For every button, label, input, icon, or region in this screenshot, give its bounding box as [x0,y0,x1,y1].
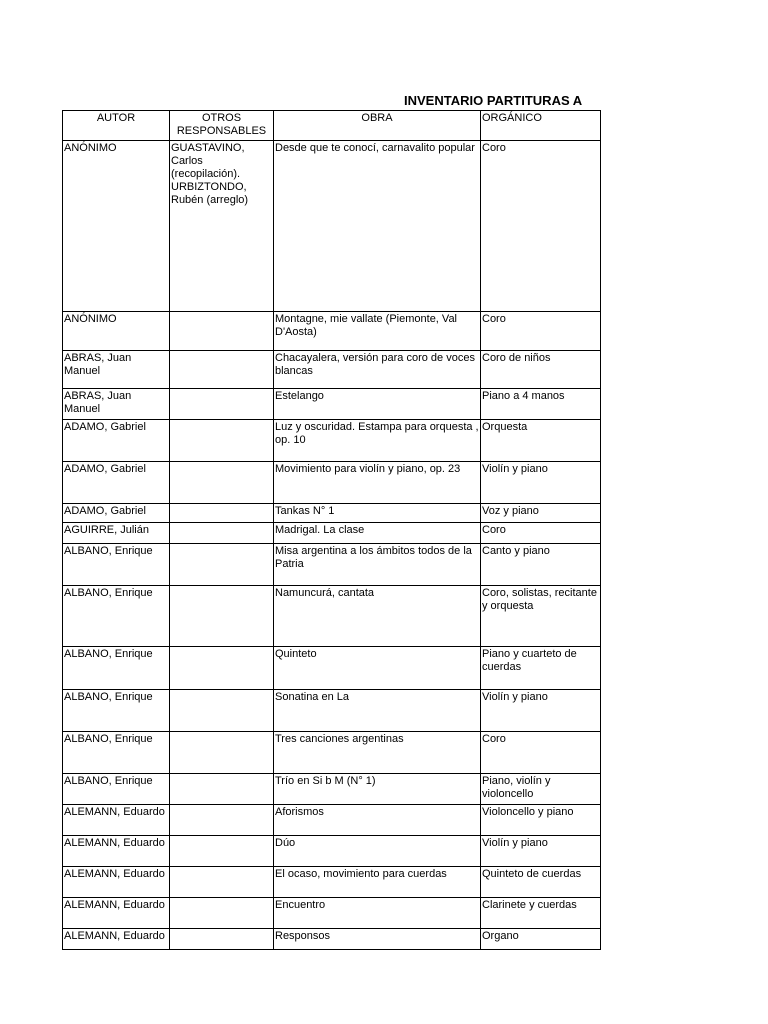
cell-organico: Violín y piano [481,836,601,867]
table-row [63,389,601,420]
cell-organico: Coro [481,523,601,544]
table-row [63,867,601,898]
table-row [63,523,601,544]
table-row [63,929,601,950]
cell-otros-responsables [170,523,274,544]
table-row [63,141,601,312]
table-row [63,420,601,462]
cell-obra: El ocaso, movimiento para cuerdas [274,867,481,898]
cell-autor: AGUIRRE, Julián [63,523,170,544]
table-row [63,732,601,774]
cell-organico: Quinteto de cuerdas [481,867,601,898]
cell-autor: ALBANO, Enrique [63,732,170,774]
cell-organico: Violín y piano [481,462,601,504]
header-otros-responsables: OTROS RESPONSABLES [170,111,274,141]
cell-obra: Madrigal. La clase [274,523,481,544]
cell-otros-responsables [170,647,274,690]
cell-otros-responsables [170,462,274,504]
cell-otros-responsables [170,420,274,462]
cell-obra: Trío en Si b M (N° 1) [274,774,481,805]
table-row [63,312,601,351]
cell-otros-responsables [170,351,274,389]
cell-organico: Clarinete y cuerdas [481,898,601,929]
inventory-table [62,110,601,950]
table-row [63,544,601,586]
cell-obra: Encuentro [274,898,481,929]
cell-organico: Coro [481,312,601,351]
header-row [63,111,601,141]
cell-autor: ALEMANN, Eduardo [63,898,170,929]
table-row [63,586,601,647]
table-row [63,805,601,836]
cell-obra: Tankas N° 1 [274,504,481,523]
cell-autor: ADAMO, Gabriel [63,504,170,523]
cell-organico: Organo [481,929,601,950]
cell-obra: Sonatina en La [274,690,481,732]
table-row [63,836,601,867]
cell-obra: Movimiento para violín y piano, op. 23 [274,462,481,504]
cell-autor: ALEMANN, Eduardo [63,867,170,898]
cell-otros-responsables: GUASTAVINO, Carlos (recopilación). URBIZTONDO, Rubén (arreglo) [170,141,274,312]
cell-autor: ALBANO, Enrique [63,544,170,586]
cell-organico: Violoncello y piano [481,805,601,836]
cell-organico: Coro [481,732,601,774]
header-organico: ORGÁNICO [481,111,601,141]
cell-autor: ALBANO, Enrique [63,586,170,647]
cell-otros-responsables [170,836,274,867]
cell-obra: Aforismos [274,805,481,836]
cell-otros-responsables [170,312,274,351]
cell-obra: Namuncurá, cantata [274,586,481,647]
cell-organico: Piano a 4 manos [481,389,601,420]
sheet-title: INVENTARIO PARTITURAS A [404,93,583,108]
cell-autor: ALEMANN, Eduardo [63,805,170,836]
cell-autor: ABRAS, Juan Manuel [63,389,170,420]
cell-autor: ANÓNIMO [63,312,170,351]
table-row [63,898,601,929]
cell-otros-responsables [170,867,274,898]
cell-obra: Dúo [274,836,481,867]
cell-autor: ADAMO, Gabriel [63,420,170,462]
cell-organico: Coro [481,141,601,312]
cell-autor: ADAMO, Gabriel [63,462,170,504]
table-row [63,690,601,732]
cell-autor: ALBANO, Enrique [63,690,170,732]
cell-otros-responsables [170,504,274,523]
table-row [63,504,601,523]
cell-obra: Responsos [274,929,481,950]
cell-organico: Coro, solistas, recitante y orquesta [481,586,601,647]
cell-obra: Tres canciones argentinas [274,732,481,774]
table-row [63,774,601,805]
cell-otros-responsables [170,805,274,836]
table-row [63,647,601,690]
header-obra: OBRA [274,111,481,141]
cell-autor: ABRAS, Juan Manuel [63,351,170,389]
cell-obra: Luz y oscuridad. Estampa para orquesta , op. 10 [274,420,481,462]
cell-otros-responsables [170,389,274,420]
cell-otros-responsables [170,732,274,774]
cell-obra: Montagne, mie vallate (Piemonte, Val D'Aosta) [274,312,481,351]
cell-otros-responsables [170,544,274,586]
table-row [63,351,601,389]
cell-obra: Quinteto [274,647,481,690]
cell-autor: ANÓNIMO [63,141,170,312]
cell-autor: ALEMANN, Eduardo [63,836,170,867]
cell-otros-responsables [170,929,274,950]
cell-autor: ALBANO, Enrique [63,647,170,690]
cell-otros-responsables [170,690,274,732]
cell-autor: ALEMANN, Eduardo [63,929,170,950]
cell-obra: Misa argentina a los ámbitos todos de la Patria [274,544,481,586]
cell-organico: Canto y piano [481,544,601,586]
cell-organico: Piano, violín y violoncello [481,774,601,805]
cell-organico: Voz y piano [481,504,601,523]
cell-organico: Piano y cuarteto de cuerdas [481,647,601,690]
cell-otros-responsables [170,774,274,805]
cell-otros-responsables [170,898,274,929]
table-row [63,462,601,504]
cell-obra: Estelango [274,389,481,420]
header-autor: AUTOR [63,111,170,141]
cell-obra: Chacayalera, versión para coro de voces blancas [274,351,481,389]
cell-autor: ALBANO, Enrique [63,774,170,805]
cell-organico: Violín y piano [481,690,601,732]
cell-organico: Orquesta [481,420,601,462]
cell-otros-responsables [170,586,274,647]
cell-obra: Desde que te conocí, carnavalito popular [274,141,481,312]
cell-organico: Coro de niños [481,351,601,389]
